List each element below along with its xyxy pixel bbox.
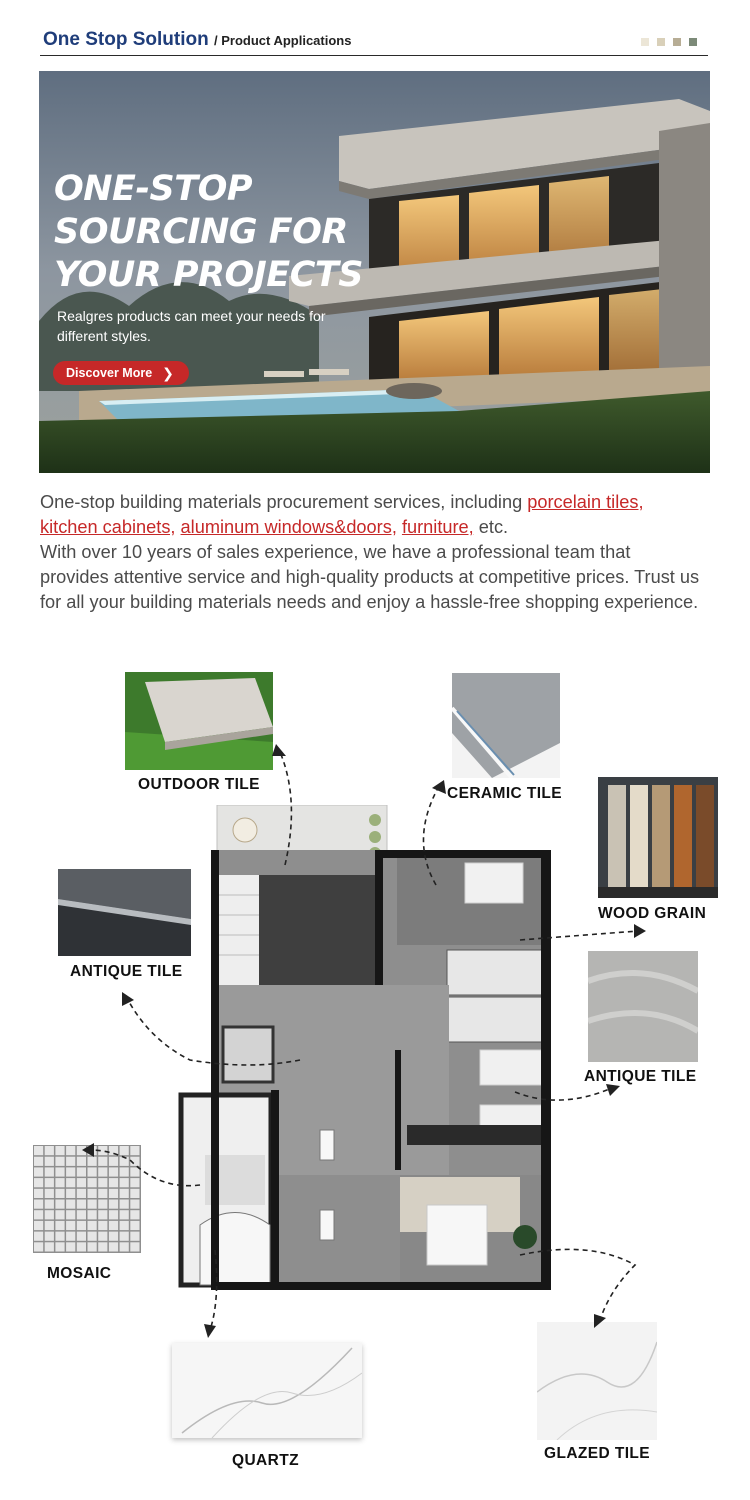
dot-3 (673, 38, 681, 46)
arrow-head-outdoor-icon (272, 744, 286, 756)
arrow-head-quartz-icon (204, 1324, 216, 1338)
intro-text-experience: With over 10 years of sales experience, we have a professional team that provides attentive service and high-quality products at competitive prices. Trust us for all your building materials needs and enjoy a hassle-free shopping experience. (40, 542, 700, 612)
arrow-head-antique-left-icon (122, 992, 134, 1006)
ceramic-tile-label: CERAMIC TILE (447, 785, 563, 802)
title-main: One Stop Solution (43, 29, 209, 50)
hero-subtext: Realgres products can meet your needs for different styles. (57, 308, 326, 344)
page-title (43, 29, 351, 51)
hero-headline (54, 168, 414, 297)
intro-text-start: One-stop building materials procurement services, including (40, 492, 528, 512)
mosaic-label: MOSAIC (47, 1265, 112, 1282)
arrow-head-glazed-icon (594, 1314, 606, 1328)
dot-1 (641, 38, 649, 46)
wood-grain-label: WOOD GRAIN (598, 905, 707, 922)
intro-paragraph (40, 490, 720, 615)
decorative-dots (641, 38, 697, 46)
arrow-head-wood-icon (634, 924, 646, 938)
arrow-head-ceramic-icon (432, 780, 446, 794)
link-porcelain-tiles[interactable]: porcelain tiles, (527, 492, 644, 512)
link-aluminum-windows-doors[interactable]: aluminum windows&doors, (180, 517, 397, 537)
headline-line-1: ONE-STOP (54, 169, 252, 209)
chevron-right-icon: ❯ (162, 364, 174, 381)
antique-tile-right-label: ANTIQUE TILE (584, 1068, 697, 1085)
link-furniture[interactable]: furniture, (401, 517, 474, 537)
discover-more-button[interactable] (53, 361, 189, 385)
dot-2 (657, 38, 665, 46)
link-kitchen-cabinets[interactable]: kitchen cabinets, (40, 517, 176, 537)
outdoor-tile-label: OUTDOOR TILE (138, 776, 260, 793)
headline-line-3: YOUR PROJECTS (54, 255, 363, 295)
headline-line-2: SOURCING FOR (54, 212, 348, 252)
connector-arrows (0, 640, 750, 1500)
antique-tile-left-label: ANTIQUE TILE (70, 963, 183, 980)
arrow-head-antique-right-icon (606, 1084, 620, 1096)
arrow-heads (82, 744, 646, 1338)
intro-text-end: etc. (473, 517, 509, 537)
discover-more-label: Discover More (66, 366, 153, 380)
quartz-label: QUARTZ (232, 1452, 299, 1469)
glazed-tile-label: GLAZED TILE (544, 1445, 651, 1462)
title-breadcrumb: / Product Applications (213, 33, 352, 48)
arrow-head-mosaic-icon (82, 1143, 94, 1157)
header-divider (40, 55, 708, 56)
dot-4 (689, 38, 697, 46)
